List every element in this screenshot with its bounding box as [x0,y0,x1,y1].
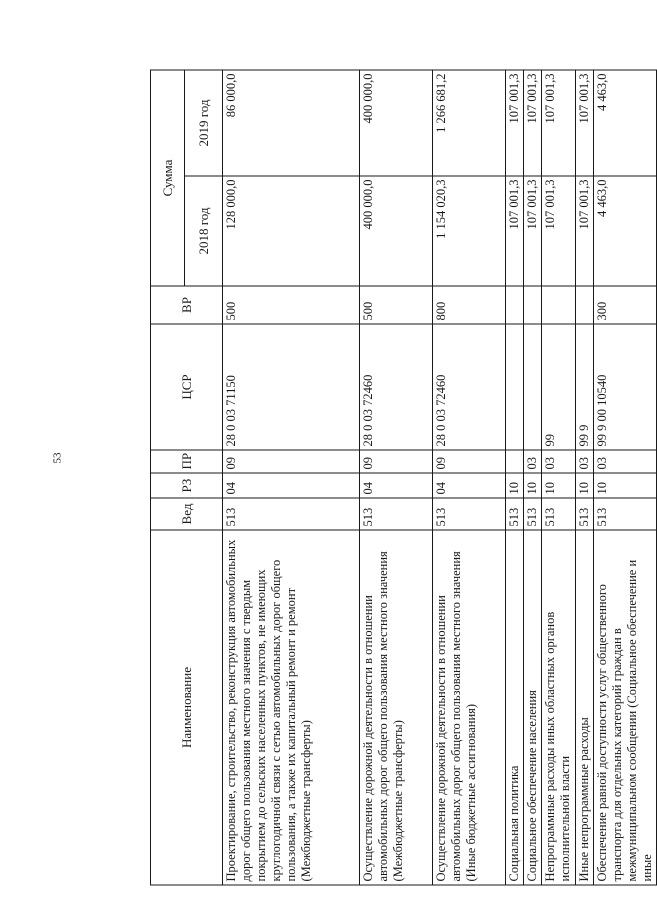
cell-name: Осуществление дорожной деятельности в отношении автомобильных дорог общего пользования местного значения (Иные бюджетные ассигнования) [432,530,505,885]
table-row [523,70,541,885]
cell-csr: 28 0 03 72460 [359,324,432,450]
cell-ved: 513 [432,498,505,530]
cell-vr: 500 [222,286,359,324]
cell-csr: 99 9 00 10540 [593,324,656,450]
cell-csr: 28 0 03 72460 [432,324,505,450]
cell-rz: 10 [523,473,541,498]
rotated-table-frame [150,71,654,886]
cell-csr: 99 9 [575,324,593,450]
cell-pr: 09 [222,450,359,473]
table-header [150,70,222,885]
cell-vr [575,286,593,324]
table-row [541,70,575,885]
cell-pr: 09 [359,450,432,473]
cell-csr: 28 0 03 71150 [222,324,359,450]
table-row [505,70,523,885]
cell-rz: 04 [222,473,359,498]
cell-vr [505,286,523,324]
cell-year-2018: 107 001,3 [575,176,593,286]
cell-pr [505,450,523,473]
table-row [575,70,593,885]
cell-year-2019: 107 001,3 [575,70,593,176]
header-row-top [150,70,184,885]
cell-year-2018: 4 463,0 [593,176,656,286]
header-name: Наименование [150,530,222,885]
cell-ved: 513 [359,498,432,530]
cell-year-2019: 107 001,3 [541,70,575,176]
cell-ved: 513 [541,498,575,530]
cell-rz: 10 [541,473,575,498]
cell-pr: 03 [575,450,593,473]
cell-ved: 513 [222,498,359,530]
cell-name: Осуществление дорожной деятельности в отношении автомобильных дорог общего пользования местного значения (Межбюджетные трансферты) [359,530,432,885]
cell-name: Социальное обеспечение населения [523,530,541,885]
cell-vr [541,286,575,324]
cell-vr: 800 [432,286,505,324]
cell-year-2019: 86 000,0 [222,70,359,176]
cell-ved: 513 [505,498,523,530]
cell-pr: 03 [593,450,656,473]
header-year-2019: 2019 год [184,70,222,176]
cell-rz: 10 [593,473,656,498]
cell-year-2019: 107 001,3 [523,70,541,176]
cell-year-2019: 4 463,0 [593,70,656,176]
header-sum: Сумма [150,70,184,286]
header-year-2018: 2018 год [184,176,222,286]
cell-name: Социальная политика [505,530,523,885]
cell-year-2018: 107 001,3 [505,176,523,286]
cell-pr: 03 [523,450,541,473]
cell-csr: 99 [541,324,575,450]
header-vr: ВР [150,286,222,324]
cell-pr: 09 [432,450,505,473]
cell-year-2019: 1 266 681,2 [432,70,505,176]
cell-name: Иные непрограммные расходы [575,530,593,885]
cell-year-2019: 107 001,3 [505,70,523,176]
cell-ved: 513 [593,498,656,530]
cell-name: Обеспечение равной доступности услуг общественного транспорта для отдельных категорий граждан в межмуниципальном сообщении (Социальное обеспечение и иные [593,530,656,885]
cell-year-2018: 128 000,0 [222,176,359,286]
cell-pr: 03 [541,450,575,473]
table-row [432,70,505,885]
table-row [222,70,359,885]
header-rz: РЗ [150,473,222,498]
cell-vr: 500 [359,286,432,324]
cell-name: Непрограммные расходы иных областных органов исполнительной власти [541,530,575,885]
cell-rz: 04 [432,473,505,498]
header-csr: ЦСР [150,324,222,450]
header-ved: Вед [150,498,222,530]
table-row [359,70,432,885]
cell-ved: 513 [523,498,541,530]
cell-rz: 04 [359,473,432,498]
cell-year-2018: 400 000,0 [359,176,432,286]
cell-year-2019: 400 000,0 [359,70,432,176]
cell-csr [523,324,541,450]
cell-csr [505,324,523,450]
cell-name: Проектирование, строительство, реконструкция автомобильных дорог общего пользования местного значения с твердым покрытием до сельских населенных пунктов, не имеющих круглогодичной связи с сетью автомобильных дорог общего пользования, а также их капитальный ремонт и ремонт (Межбюджетные трансферты) [222,530,359,885]
cell-ved: 513 [575,498,593,530]
cell-vr: 300 [593,286,656,324]
cell-year-2018: 107 001,3 [523,176,541,286]
budget-table [150,70,657,886]
cell-rz: 10 [505,473,523,498]
cell-year-2018: 107 001,3 [541,176,575,286]
cell-vr [523,286,541,324]
page-number: 53 [51,452,64,464]
cell-year-2018: 1 154 020,3 [432,176,505,286]
header-pr: ПР [150,450,222,473]
cell-rz: 10 [575,473,593,498]
table-row [593,70,656,885]
table-body [222,70,656,885]
